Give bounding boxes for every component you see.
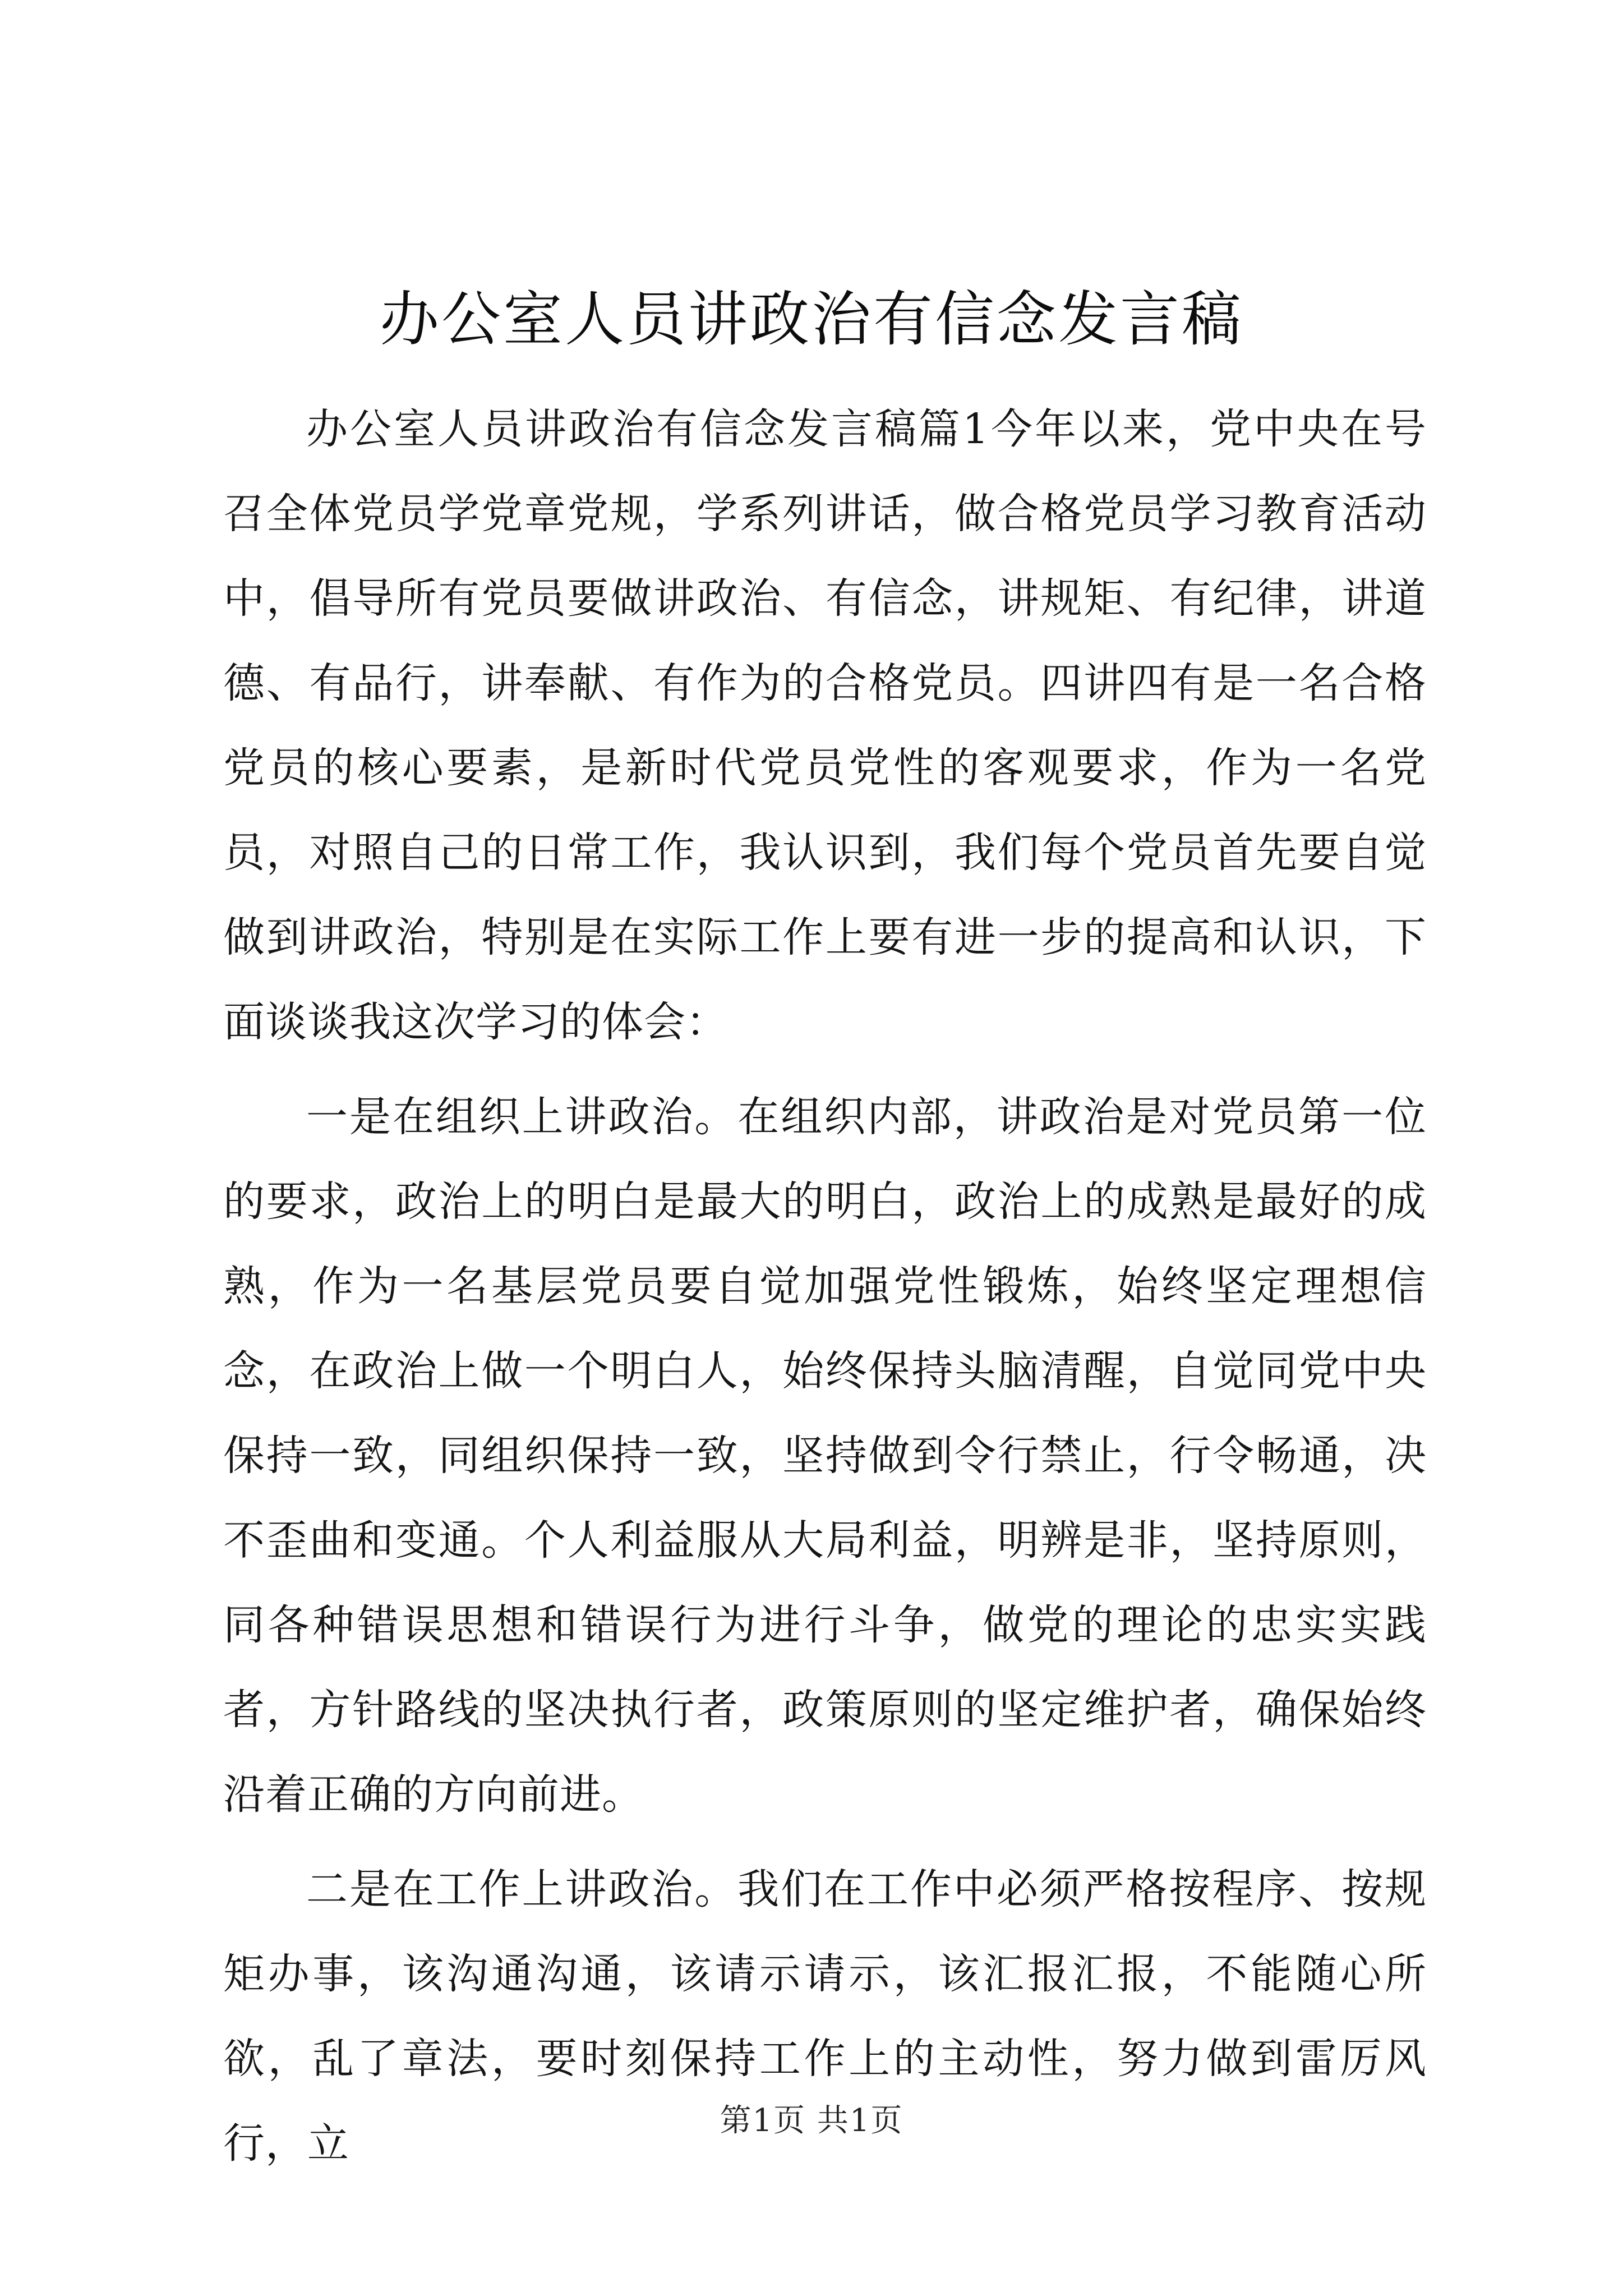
page-number-footer: 第1页 共1页 [720, 2102, 903, 2139]
paragraph-work: 二是在工作上讲政治。我们在工作中必须严格按程序、按规矩办事，该沟通沟通，该请示请示，该汇报汇报，不能随心所欲，乱了章法，要时刻保持工作上的主动性，努力做到雷厉风行，立 [223, 1865, 1427, 2168]
paragraph-intro: 办公室人员讲政治有信念发言稿篇1今年以来，党中央在号召全体党员学党章党规，学系列讲话，做合格党员学习教育活动中，倡导所有党员要做讲政治、有信念，讲规矩、有纪律，讲道德、有品行，讲奉献、有作为的合格党员。四讲四有是一名合格党员的核心要素，是新时代党员党性的客观要求，作为一名党员，对照自己的日常工作，我认识到，我们每个党员首先要自觉做到讲政治，特别是在实际工作上要有进一步的提高和认识，下面谈谈我这次学习的体会： [223, 405, 1427, 1046]
paragraph-organization: 一是在组织上讲政治。在组织内部，讲政治是对党员第一位的要求，政治上的明白是最大的明白，政治上的成熟是最好的成熟，作为一名基层党员要自觉加强党性锻炼，始终坚定理想信念，在政治上做一个明白人，始终保持头脑清醒，自觉同党中央保持一致，同组织保持一致，坚持做到令行禁止，行令畅通，决不歪曲和变通。个人利益服从大局利益，明辨是非，坚持原则，同各种错误思想和错误行为进行斗争，做党的理论的忠实实践者，方针路线的坚决执行者，政策原则的坚定维护者，确保始终沿着正确的方向前进。 [223, 1093, 1427, 1819]
document-title: 办公室人员讲政治有信念发言稿 [380, 285, 1243, 354]
document-body [223, 387, 1427, 2186]
